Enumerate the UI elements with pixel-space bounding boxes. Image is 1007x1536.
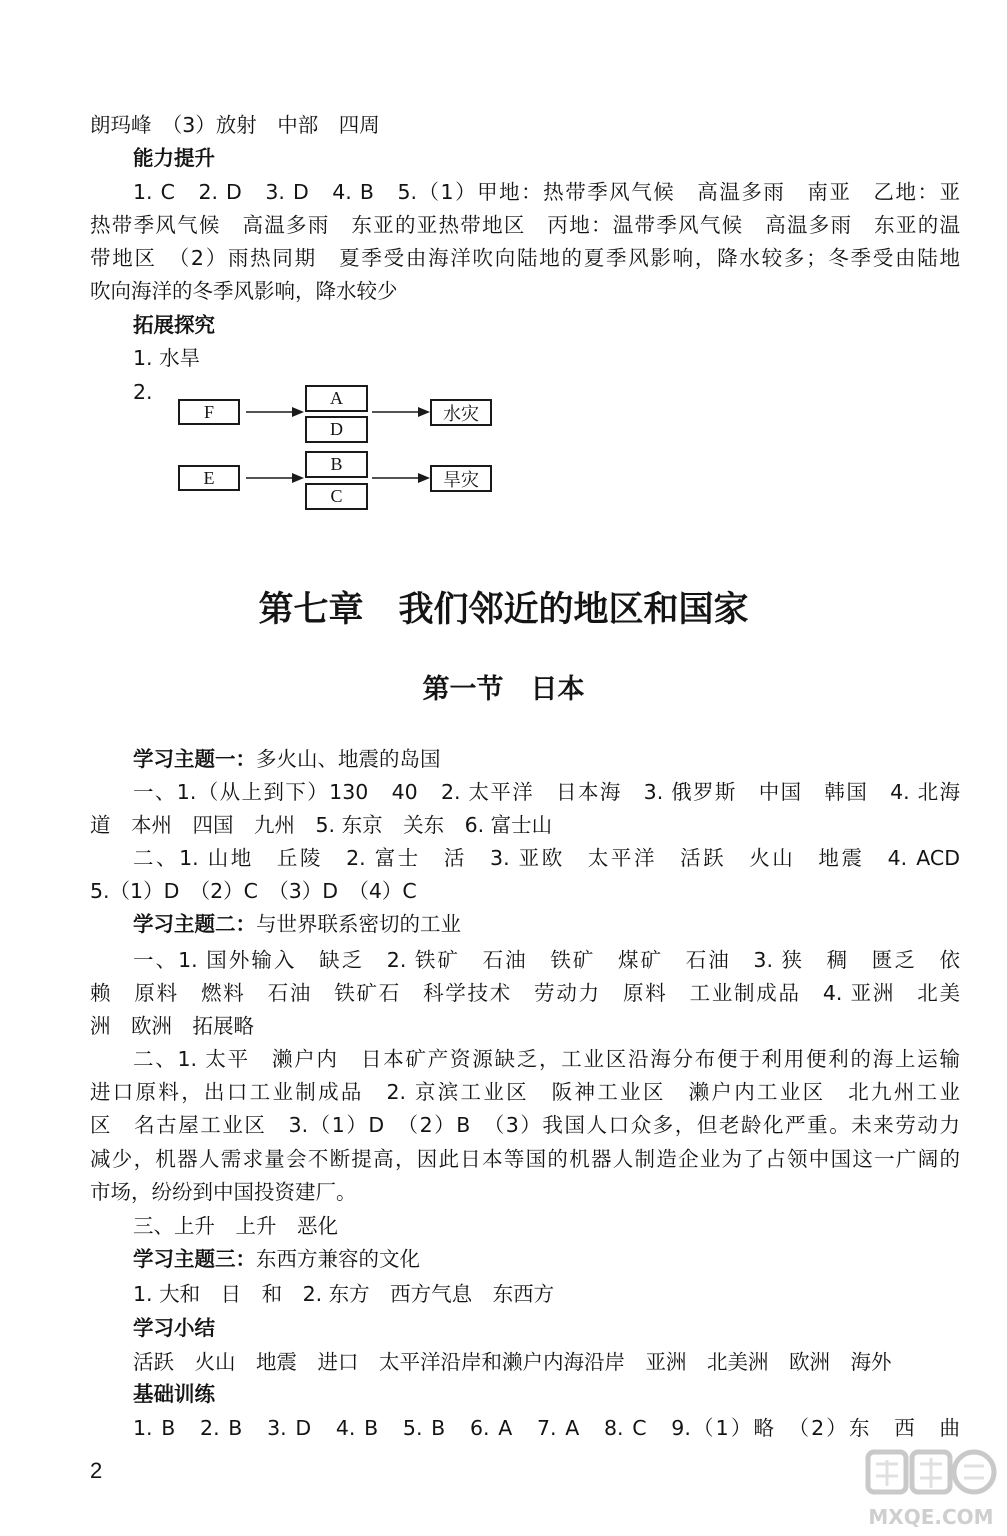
ability-answer-line: 热带季风气候 高温多雨 东亚的亚热带地区 丙地：温带季风气候 高温多雨 东亚的温: [90, 213, 960, 237]
answer-line: 三、上升 上升 恶化: [133, 1214, 338, 1238]
topic-1-heading: [133, 745, 960, 773]
section-title: 第一节 日本: [422, 674, 585, 705]
answer-line: 赖 原料 燃料 石油 铁矿石 科学技术 劳动力 原料 工业制成品 4. 亚洲 北美: [90, 981, 960, 1005]
topic-2-heading: [133, 910, 960, 938]
basic-training-heading: 基础训练: [133, 1382, 215, 1406]
arrow-right-icon: [240, 402, 306, 422]
watermark-logo: [864, 1446, 999, 1534]
answer-line: 一、1. 国外输入 缺乏 2. 铁矿 石油 铁矿 煤矿 石油 3. 狭 稠 匮乏 依: [133, 948, 960, 972]
box-flood: 水灾: [430, 399, 492, 426]
explore-answer-1: 1. 水旱: [133, 346, 201, 370]
answer-line: 区 名古屋工业区 3.（1）D （2）B （3）我国人口众多，但老龄化严重。未来劳动力: [90, 1113, 960, 1137]
answer-line: 二、1. 山地 丘陵 2. 富士 活 3. 亚欧 太平洋 活跃 火山 地震 4. ACD: [133, 846, 960, 870]
box-b: B: [305, 451, 368, 478]
topic-label: 学习主题三：: [133, 1247, 256, 1271]
arrow-right-icon: [368, 468, 432, 488]
box-e: E: [178, 465, 240, 491]
explore-answer-2-number: 2.: [133, 380, 153, 404]
answer-line: 减少，机器人需求量会不断提高，因此日本等国的机器人制造企业为了占领中国这一广阔的: [90, 1147, 960, 1171]
box-c: C: [305, 483, 368, 510]
ability-answer-line: 吹向海洋的冬季风影响，降水较少: [90, 279, 398, 303]
arrow-right-icon: [368, 402, 432, 422]
box-f: F: [178, 399, 240, 425]
topic-title: 东西方兼容的文化: [256, 1247, 420, 1271]
svg-text:MXQE.COM: MXQE.COM: [868, 1505, 994, 1529]
box-a: A: [305, 385, 368, 412]
topic-label: 学习主题二：: [133, 912, 256, 936]
box-drought: 旱灾: [430, 465, 492, 492]
topic-label: 学习主题一：: [133, 747, 256, 771]
page-number: 2: [90, 1458, 103, 1483]
topic-title: 多火山、地震的岛国: [256, 747, 441, 771]
arrow-right-icon: [240, 468, 306, 488]
answer-line: 市场，纷纷到中国投资建厂。: [90, 1180, 357, 1204]
answer-line: 1. 大和 日 和 2. 东方 西方气息 东西方: [133, 1282, 555, 1306]
answer-line: 道 本州 四国 九州 5. 东京 关东 6. 富士山: [90, 813, 553, 837]
answer-line: 二、1. 太平 濑户内 日本矿产资源缺乏，工业区沿海分布便于利用便利的海上运输: [133, 1047, 960, 1071]
continuation-line: 朗玛峰 （3）放射 中部 四周: [90, 113, 380, 137]
chapter-title: 第七章 我们邻近的地区和国家: [258, 590, 749, 630]
answer-line: 洲 欧洲 拓展略: [90, 1014, 254, 1038]
box-d: D: [305, 416, 368, 443]
summary-heading: 学习小结: [133, 1316, 215, 1340]
answer-line: 5.（1）D （2）C （3）D （4）C: [90, 879, 417, 903]
basic-training-line: 1. B 2. B 3. D 4. B 5. B 6. A 7. A 8. C 9.（1）略 （2）东 西 曲: [133, 1416, 960, 1440]
explore-heading: 拓展探究: [133, 313, 215, 337]
summary-line: 活跃 火山 地震 进口 太平洋沿岸和濑户内海沿岸 亚洲 北美洲 欧洲 海外: [133, 1350, 892, 1374]
answer-line: 进口原料，出口工业制成品 2. 京滨工业区 阪神工业区 濑户内工业区 北九州工业: [90, 1080, 960, 1104]
topic-3-heading: [133, 1245, 960, 1273]
topic-title: 与世界联系密切的工业: [256, 912, 461, 936]
ability-answer-line: 1. C 2. D 3. D 4. B 5.（1）甲地：热带季风气候 高温多雨 南亚 乙地：亚: [133, 180, 960, 204]
answer-line: 一、1.（从上到下）130 40 2. 太平洋 日本海 3. 俄罗斯 中国 韩国 4. 北海: [133, 780, 960, 804]
ability-heading: 能力提升: [133, 146, 215, 170]
ability-answer-line: 带地区 （2）雨热同期 夏季受由海洋吹向陆地的夏季风影响，降水较多；冬季受由陆地: [90, 246, 960, 270]
